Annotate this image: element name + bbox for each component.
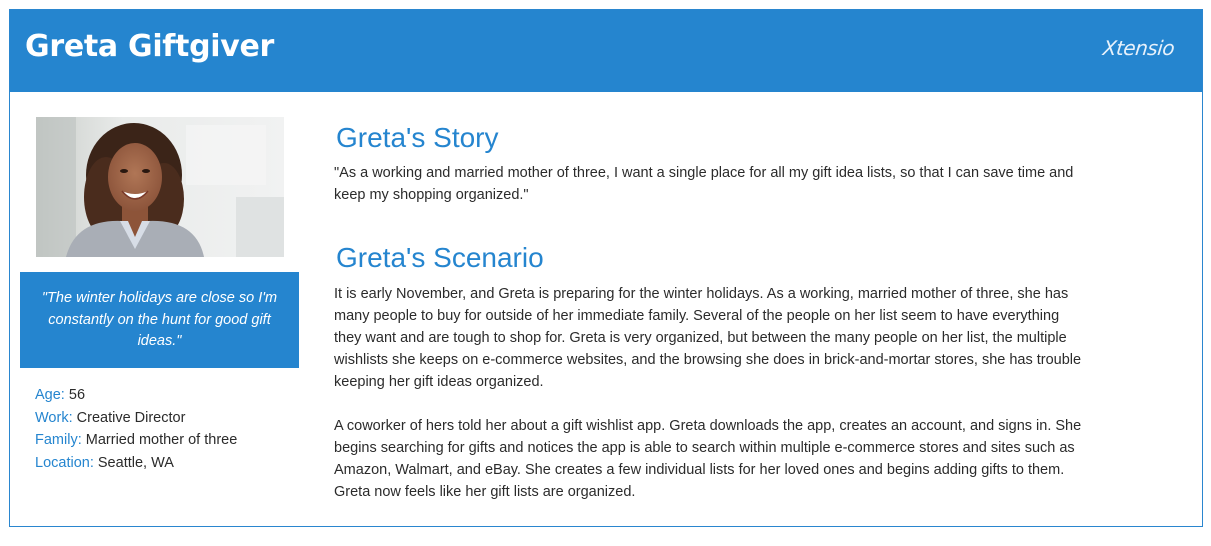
fact-location [35,452,237,475]
persona-quote [20,272,299,368]
fact-age [35,384,237,407]
fact-label: Family: [35,432,82,448]
persona-facts [35,384,237,474]
fact-label: Location: [35,454,94,471]
fact-label: Age: [35,387,65,403]
fact-work [35,407,237,430]
scenario-paragraph: It is early November, and Greta is preparing for the winter holidays. As a working, married mother of three, she has many people to buy for outside of her immediate family. Several of the people on her list seem to have everything they want and are tough to shop for. Greta is very organized, but between the many people on her list, the multiple wishlists she keeps on e-commerce websites, and the browsing she does in brick-and-mortar stores, she has trouble keeping her gift ideas organized. [334,286,1082,390]
profile-photo [36,117,284,257]
fact-value: 56 [68,387,86,403]
fact-label: Work: [35,409,73,426]
fact-family [35,429,237,452]
quote-text: "The winter holidays are close so I'm constantly on the hunt for good gift ideas." [41,290,278,349]
scenario-heading: Greta's Scenario [336,242,544,273]
story-text: "As a working and married mother of three, I want a single place for all my gift idea lists, so that I can save time and keep my shopping organized." [334,165,1074,203]
story-heading: Greta's Story [336,122,499,153]
scenario-paragraph: A coworker of hers told her about a gift wishlist app. Greta downloads the app, creates an account, and signs in. She begins searching for gifts and notices the app is able to search within multiple e-commerce stores and sites such as Amazon, Walmart, and eBay. She creates a few individual lists for her loved ones and begins adding gifts to them. Greta now feels like her gift lists are organized. [334,418,1082,500]
brand-logo[interactable]: Xtensio [1101,36,1176,60]
persona-card [9,9,1203,527]
fact-value: Creative Director [76,409,186,426]
persona-name: Greta Giftgiver [25,29,275,64]
fact-value: Married mother of three [85,432,238,448]
fact-value: Seattle, WA [97,454,174,471]
header-bar [10,10,1202,92]
